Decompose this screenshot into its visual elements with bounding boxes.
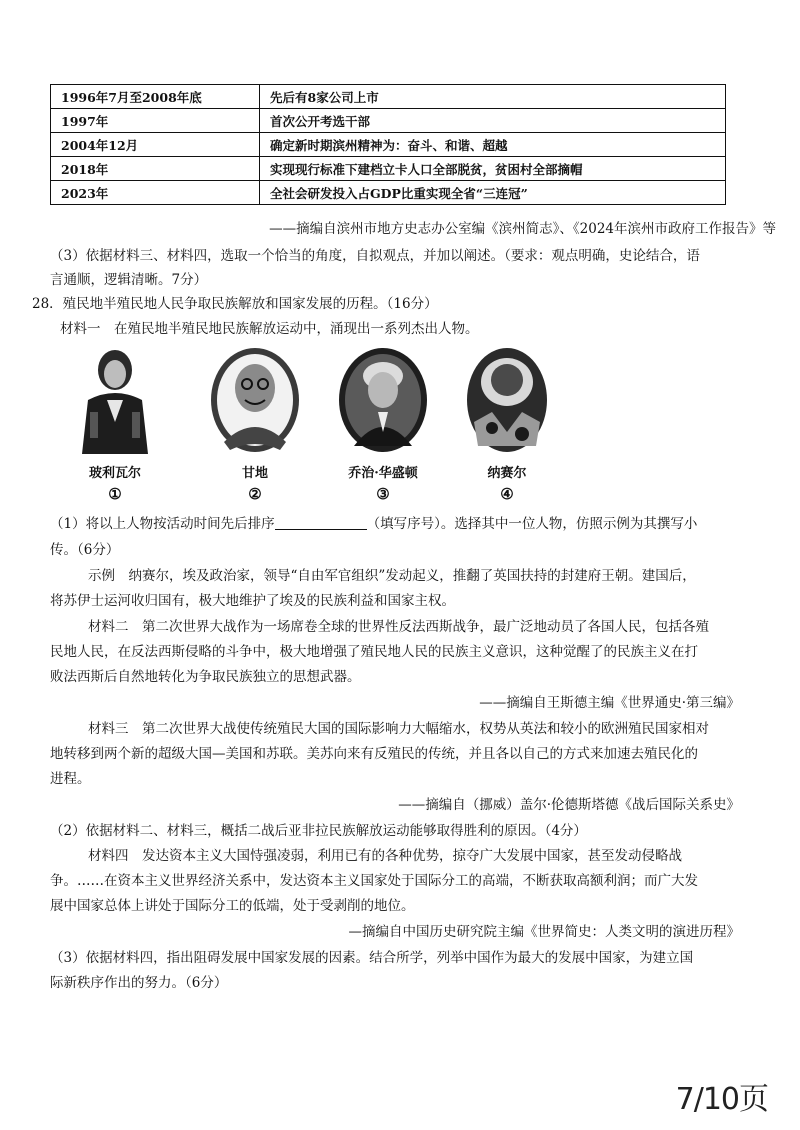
question-28-1-text-b: （填写序号）。选择其中一位人物，仿照示例为其撰写小 [366,516,698,532]
question-27-3-line2: 言通顺，逻辑清晰。7分） [50,272,208,288]
nasser-portrait-icon [452,342,562,457]
question-27-3-line1: （3）依据材料三、材料四，选取一个恰当的角度，自拟观点，并加以阐述。（要求：观点明确，史论结合，语 [50,248,700,264]
material-3-source: ——摘编自（挪威）盖尔·伦德斯塔德《战后国际关系史》 [398,797,740,813]
example-line1: 示例 纳赛尔，埃及政治家，领导“自由军官组织”发动起义，推翻了英国扶持的封建府王朝。建国后， [88,568,696,584]
material-2-line1: 材料二 第二次世界大战作为一场席卷全球的世界性反法西斯战争，最广泛地动员了各国人民，包括各殖 [88,619,709,635]
portrait-name: 纳赛尔 [487,466,527,481]
timeline-table [50,84,726,205]
answer-blank[interactable] [275,515,367,530]
material-4-line3: 展中国家总体上讲处于国际分工的低端，处于受剥削的地位。 [50,898,415,914]
table-cell-event: 首次公开考选干部 [260,109,726,133]
portrait-number: ③ [376,485,390,503]
question-28-1 [50,514,697,534]
question-28-2: （2）依据材料二、材料三，概括二战后亚非拉民族解放运动能够取得胜利的原因。（4分） [50,823,587,839]
question-28-title: 28．殖民地半殖民地人民争取民族解放和国家发展的历程。（16分） [32,296,438,312]
question-28-3-line2: 际新秩序作出的努力。（6分） [50,975,228,991]
material-4-line2: 争。……在资本主义世界经济关系中，发达资本主义国家处于国际分工的高端，不断获取高额利润；而广大发 [50,873,698,889]
material-4-line1: 材料四 发达资本主义大国恃强凌弱，利用已有的各种优势，掠夺广大发展中国家，甚至发动侵略战 [88,848,682,864]
portrait-bolivar [60,342,170,512]
material-3-line2: 地转移到两个新的超级大国—美国和苏联。美苏向来有反殖民的传统，并且各以自己的方式来加速去殖民化的 [50,746,698,762]
table-cell-date: 1996年7月至2008年底 [51,85,260,109]
portrait-nasser [452,342,562,512]
table-cell-date: 2004年12月 [51,133,260,157]
table-cell-date: 2018年 [51,157,260,181]
material-2-line2: 民地人民，在反法西斯侵略的斗争中，极大地增强了殖民地人民的民族主义意识，这种觉醒了的民族主义在打 [50,644,698,660]
portrait-number: ④ [500,485,514,503]
question-28-3-line1: （3）依据材料四，指出阻碍发展中国家发展的因素。结合所学，列举中国作为最大的发展中国家，为建立国 [50,950,694,966]
material-2-line3: 败法西斯后自然地转化为争取民族独立的思想武器。 [50,669,361,685]
table-row [51,109,726,133]
portrait-name: 甘地 [241,466,268,481]
table-row [51,85,726,109]
washington-portrait-icon [328,342,438,457]
material-2-source: ——摘编自王斯德主编《世界通史·第三编》 [479,695,740,711]
table-cell-event: 全社会研发投入占GDP比重实现全省“三连冠” [260,181,726,205]
table-row [51,157,726,181]
question-28-1-text-a: （1）将以上人物按活动时间先后排序 [50,516,275,532]
table-cell-date: 1997年 [51,109,260,133]
material-4-source: —摘编自中国历史研究院主编《世界简史：人类文明的演进历程》 [348,924,740,940]
material-1: 材料一 在殖民地半殖民地民族解放运动中，涌现出一系列杰出人物。 [60,321,479,337]
gandhi-portrait-icon [200,342,310,457]
material-3-line3: 进程。 [50,771,91,787]
table-cell-event: 确定新时期滨州精神为：奋斗、和谐、超越 [260,133,726,157]
table-row [51,181,726,205]
table-row [51,133,726,157]
table-cell-event: 实现现行标准下建档立卡人口全部脱贫，贫困村全部摘帽 [260,157,726,181]
table-source: ——摘编自滨州市地方史志办公室编《滨州简志》、《2024年滨州市政府工作报告》等 [269,221,776,237]
portrait-number: ① [108,485,122,503]
example-line2: 将苏伊士运河收归国有，极大地维护了埃及的民族利益和国家主权。 [50,593,455,609]
portrait-number: ② [248,485,262,503]
question-28-1-line2: 传。（6分） [50,542,120,558]
page-number: 7/10页 [675,1082,768,1117]
material-3-line1: 材料三 第二次世界大战使传统殖民大国的国际影响力大幅缩水，权势从英法和较小的欧洲殖民国家相对 [88,721,709,737]
bolivar-portrait-icon [60,342,170,457]
portrait-name: 玻利瓦尔 [88,466,141,481]
portrait-name: 乔治·华盛顿 [348,466,418,481]
portrait-washington [328,342,438,512]
table-cell-event: 先后有8家公司上市 [260,85,726,109]
portrait-gandhi [200,342,310,512]
portrait-row [60,342,580,512]
table-cell-date: 2023年 [51,181,260,205]
